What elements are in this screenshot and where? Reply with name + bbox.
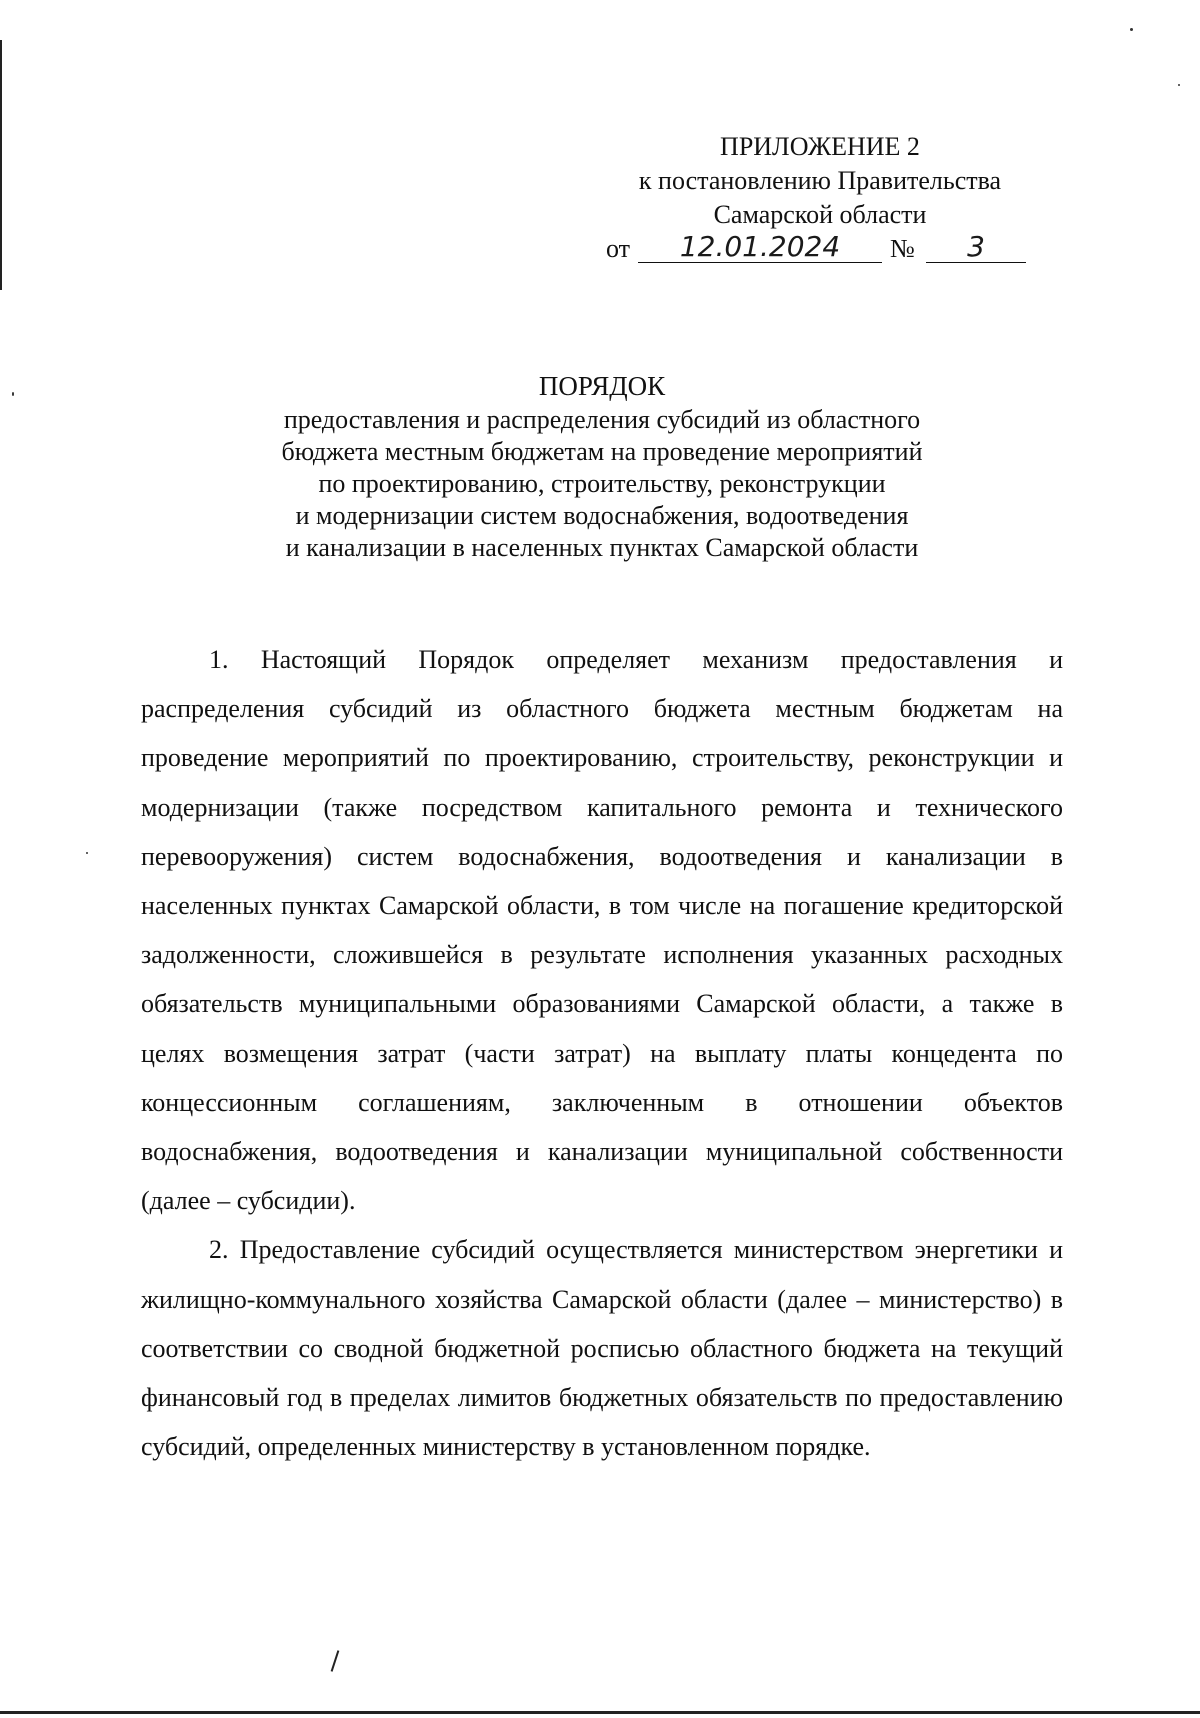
- scan-edge-left: [0, 40, 2, 290]
- document-title: [150, 370, 1054, 564]
- subtitle-line: по проектированию, строительству, реконструкции: [318, 469, 886, 498]
- appendix-title: ПРИЛОЖЕНИЕ 2: [720, 132, 920, 161]
- appendix-line-region: Самарской области: [713, 200, 927, 229]
- paragraph-2: 2. Предоставление субсидий осуществляется министерством энергетики и жилищно-коммунального хозяйства Самарской области (далее – министерство) в соответствии со сводной бюджетной росписью областного бюджета на текущий финансовый год в пределах лимитов бюджетных обязательств по предоставлению субсидий, определенных министерству в установленном порядке.: [141, 1235, 1063, 1462]
- number-prefix: №: [890, 234, 915, 263]
- document-body: [141, 635, 1063, 1471]
- subtitle-line: предоставления и распределения субсидий из областного: [283, 405, 921, 434]
- date-prefix: от: [606, 234, 631, 263]
- appendix-header: [600, 130, 1040, 232]
- subtitle-line: и канализации в населенных пунктах Самарской области: [285, 533, 919, 562]
- subtitle-line: бюджета местным бюджетам на проведение мероприятий: [281, 437, 923, 466]
- date-value: 12.01.2024: [638, 232, 882, 263]
- scan-edge-bottom: [0, 1711, 1200, 1714]
- scan-speck: [86, 852, 88, 854]
- number-value: 3: [926, 232, 1026, 263]
- document-heading: ПОРЯДОК: [538, 371, 666, 401]
- scan-speck: [12, 392, 14, 396]
- scan-speck: [1178, 84, 1180, 86]
- appendix-line-resolution: к постановлению Правительства: [638, 166, 1002, 195]
- subtitle-line: и модернизации систем водоснабжения, водоотведения: [295, 501, 909, 530]
- pen-mark: [331, 1650, 340, 1672]
- paragraph-1: 1. Настоящий Порядок определяет механизм предоставления и распределения субсидий из областного бюджета местным бюджетам на проведение мероприятий по проектированию, строительству, реконструкции и модернизации (также посредством капитального ремонта и технического перевооружения) систем водоснабжения, водоотведения и канализации в населенных пунктах Самарской области, в том числе на погашение кредиторской задолженности, сложившейся в результате исполнения указанных расходных обязательств муниципальными образованиями Самарской области, а также в целях возмещения затрат (части затрат) на выплату платы концедента по концессионным соглашениям, заключенным в отношении объектов водоснабжения, водоотведения и канализации муниципальной собственности (далее – субсидии).: [141, 645, 1063, 1216]
- resolution-date-number: [606, 232, 1026, 268]
- scan-speck: [1130, 28, 1133, 31]
